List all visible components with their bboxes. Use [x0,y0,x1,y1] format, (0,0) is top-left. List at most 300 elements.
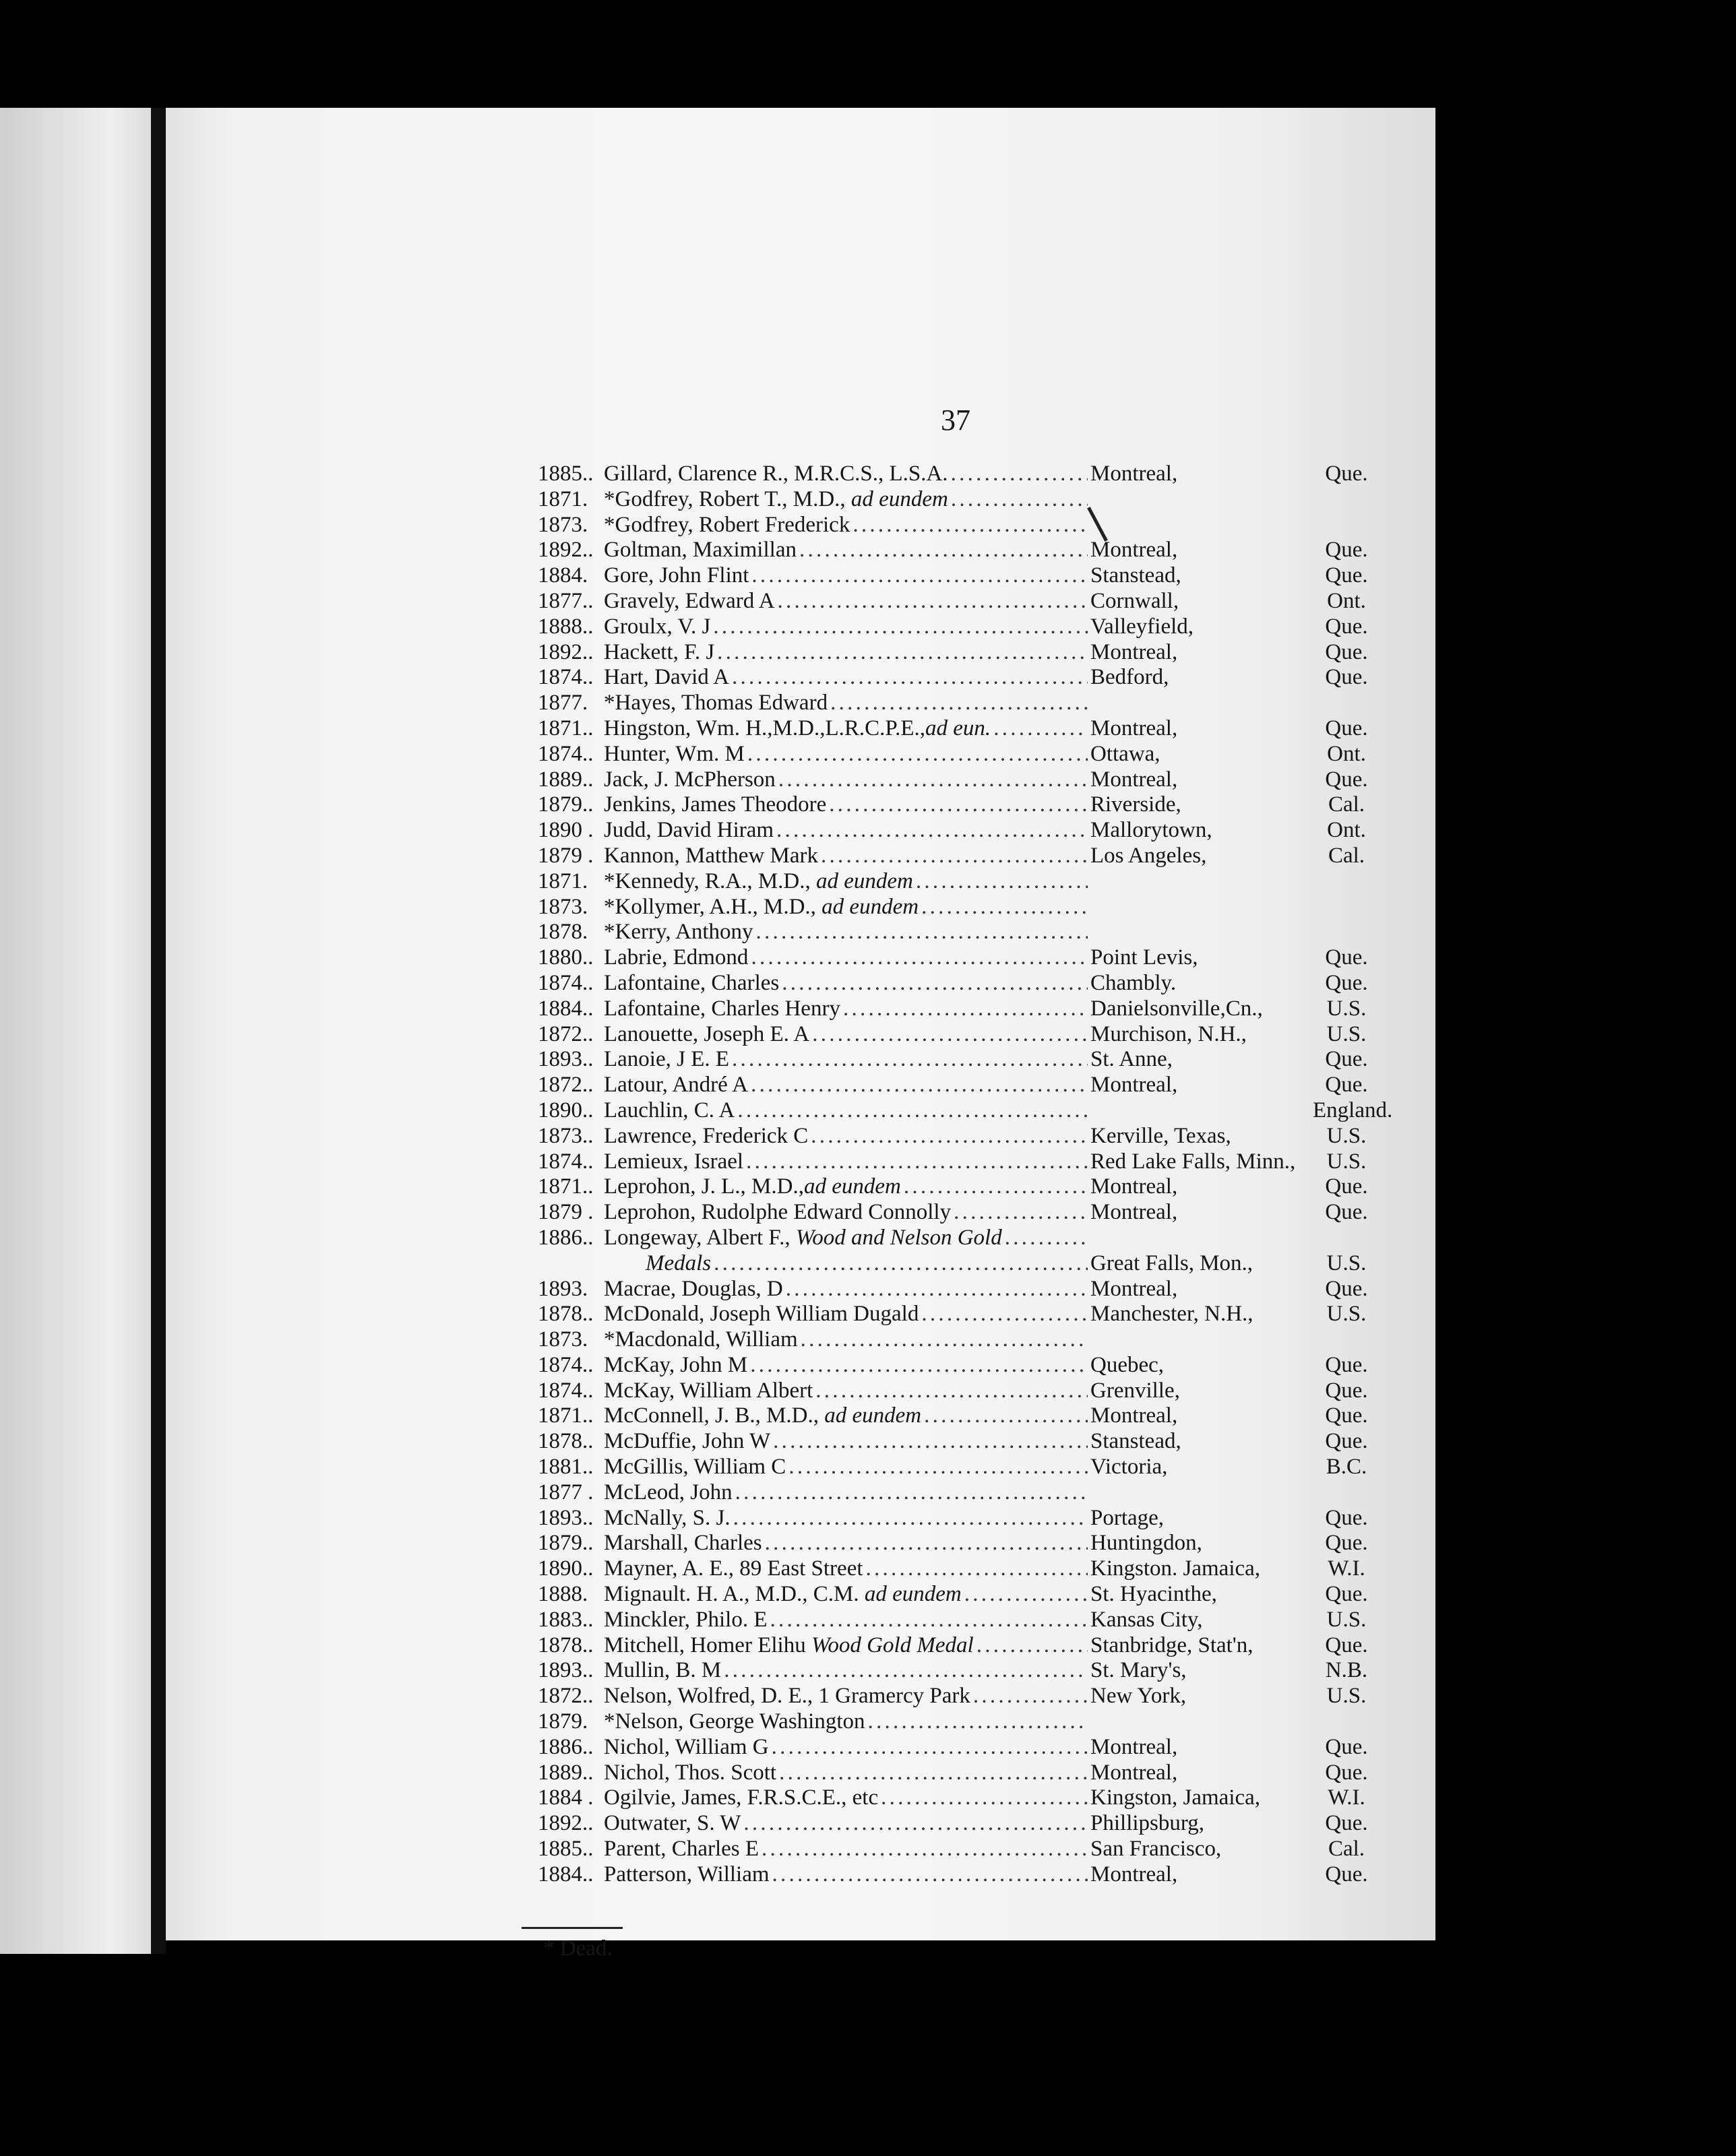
entry-name [646,1251,711,1277]
dot-leader [776,818,1088,844]
entry-region: Que. [1325,945,1368,970]
entry-name: Hingston, Wm. H.,M.D.,L.R.C.P.E.,ad eun. [604,716,991,740]
entry-place: Quebec, [1090,1352,1165,1377]
entry-region: Que. [1325,462,1368,486]
dot-leader [904,1174,1088,1200]
entry-year: 1892.. [538,1811,594,1836]
entry-name: *Macdonald, William [604,1327,798,1352]
entry-region: Que. [1325,1429,1368,1454]
dot-leader [821,844,1088,869]
dot-leader [772,1862,1088,1888]
entry-region: U.S. [1326,1149,1367,1174]
entry-name: Leprohon, J. L., M.D.,ad eundem [604,1174,901,1199]
entry-year: 1885.. [538,1837,594,1862]
entry-region: Cal. [1328,792,1365,817]
entry-name: *Hayes, Thomas Edward [604,691,828,716]
dot-leader [866,1556,1088,1582]
dot-leader [746,1149,1088,1175]
entry-region: Que. [1325,665,1368,690]
entry-year: 1886.. [538,1734,594,1759]
entry-name: Ogilvie, James, F.R.S.C.E., etc [604,1785,879,1810]
entry-place: Point Levis, [1090,945,1198,970]
entry-name: Lemieux, Israel [604,1149,744,1174]
list-item [538,538,1380,563]
list-item [538,1608,1380,1633]
dot-leader [868,1709,1088,1735]
dot-leader [951,462,1088,487]
entry-year: 1879. [538,1709,588,1734]
dot-leader [954,1200,1088,1226]
entry-name: Hunter, Wm. M [604,741,745,766]
entry-year: 1889.. [538,767,594,792]
entry-name: Judd, David Hiram [604,818,774,843]
entry-name: *Kollymer, A.H., M.D., ad eundem [604,894,919,919]
entry-place: Stanstead, [1090,563,1181,588]
list-item [538,1709,1380,1735]
entry-region: Que. [1325,1378,1368,1403]
list-item [538,716,1380,742]
list-item [538,665,1380,691]
entry-year: 1890 . [538,818,594,843]
dot-leader [916,869,1088,895]
entry-year: 1885.. [538,462,594,486]
dot-leader [756,920,1088,945]
dot-leader [751,945,1088,971]
entry-place: Montreal, [1090,1073,1178,1098]
entry-place: Chambly. [1090,970,1177,995]
entry-region: B.C. [1326,1455,1367,1480]
list-item [538,1022,1380,1048]
entry-name: McKay, John M [604,1352,748,1377]
entry-place: Montreal, [1090,767,1178,792]
page-number: 37 [941,404,970,437]
entry-region: Ont. [1327,818,1366,843]
entry-name: Outwater, S. W [604,1811,741,1836]
entry-region: Que. [1325,563,1368,588]
entry-name: Parent, Charles E [604,1837,760,1862]
dot-leader [993,716,1088,742]
entry-place: Portage, [1090,1505,1165,1530]
entry-place: Manchester, N.H., [1090,1302,1253,1327]
list-item [538,767,1380,793]
entry-name: Lanoie, J E. E [604,1047,730,1072]
entry-name: Leprohon, Rudolphe Edward Connolly [604,1200,952,1225]
list-item [538,1862,1380,1888]
entry-region: N.B. [1325,1658,1368,1683]
entry-year: 1884. [538,563,588,588]
entry-region: Que. [1325,1734,1368,1759]
entry-place: Kerville, Texas, [1090,1123,1231,1148]
entry-year: 1879.. [538,792,594,817]
entry-region: Cal. [1328,1837,1365,1862]
list-item [538,1251,1380,1277]
entry-name: *Nelson, George Washington [604,1709,865,1734]
list-item [538,895,1380,920]
entry-place: Montreal, [1090,1174,1178,1199]
entry-region: W.I. [1328,1556,1365,1581]
entry-year: 1890.. [538,1098,594,1122]
entry-year: 1871.. [538,1174,594,1199]
entry-region: U.S. [1326,1021,1367,1046]
entry-year: 1873.. [538,1123,594,1148]
dot-leader [812,1022,1088,1048]
entry-place: St. Mary's, [1090,1658,1187,1683]
list-item [538,1455,1380,1480]
entry-name: Marshall, Charles [604,1531,762,1556]
dot-leader [747,742,1088,767]
entry-place: Kingston. Jamaica, [1090,1556,1261,1581]
dot-leader [921,895,1088,920]
footnote-rule [522,1927,623,1929]
list-item [538,1684,1380,1709]
dot-leader [815,1378,1088,1404]
entry-place: Montreal, [1090,1403,1178,1428]
entry-name: Lauchlin, C. A [604,1098,735,1122]
dot-leader [778,767,1088,793]
entry-year: 1874.. [538,741,594,766]
entry-name-italic: Medals [646,1250,712,1275]
entry-place: Valleyfield, [1090,614,1194,639]
list-item [538,792,1380,818]
entry-name: Lawrence, Frederick C [604,1123,809,1148]
entry-year: 1884 . [538,1785,594,1810]
entry-region: U.S. [1326,1123,1367,1148]
entry-name: Latour, André A [604,1073,749,1098]
entry-year: 1877 . [538,1480,594,1504]
entry-place: San Francisco, [1090,1837,1222,1862]
entry-name: Lafontaine, Charles [604,970,780,995]
entry-name: McGillis, William C [604,1455,786,1480]
entry-region: Que. [1325,538,1368,563]
entry-region: Que. [1325,1632,1368,1657]
entry-year: 1886.. [538,1225,594,1250]
dot-leader [713,614,1088,640]
dot-leader [724,1658,1088,1684]
list-item [538,1658,1380,1684]
entry-region: W.I. [1328,1785,1365,1810]
entry-place: Stanstead, [1090,1429,1181,1454]
entry-region: Ont. [1327,741,1366,766]
dot-leader [964,1582,1088,1608]
list-item [538,1098,1393,1124]
entry-name: Patterson, William [604,1862,770,1886]
entry-name: *Kerry, Anthony [604,920,753,945]
entry-name: Kannon, Matthew Mark [604,843,819,868]
dot-leader [921,1302,1088,1327]
entry-region: Que. [1325,716,1368,740]
list-item [538,1124,1380,1149]
entry-name: Labrie, Edmond [604,945,749,970]
dot-leader [735,1480,1088,1506]
dot-leader [737,1098,1088,1124]
list-item [538,513,1380,538]
entry-place: Montreal, [1090,1760,1178,1785]
entry-place: Danielsonville,Cn., [1090,996,1263,1021]
entry-name: Hart, David A [604,665,730,690]
entry-region: U.S. [1326,1302,1367,1327]
entry-name: McDonald, Joseph William Dugald [604,1302,919,1327]
entry-year: 1883.. [538,1607,594,1632]
entry-year: 1879 . [538,843,594,868]
entry-name: *Godfrey, Robert T., M.D., ad eundem [604,486,948,511]
dot-leader [829,792,1088,818]
entry-region: Que. [1325,1403,1368,1428]
list-item [538,1506,1380,1531]
entry-name: McConnell, J. B., M.D., ad eundem [604,1403,922,1428]
dot-leader [801,1327,1088,1353]
entry-place: Phillipsburg, [1090,1811,1205,1836]
dot-leader [778,589,1088,614]
dot-leader [924,1403,1088,1429]
entry-name: Longeway, Albert F., Wood and Nelson Gold [604,1225,1002,1250]
entry-region: Que. [1325,614,1368,639]
entry-name: Gravely, Edward A [604,588,775,613]
list-item [538,1277,1380,1302]
entry-name-italic: ad eundem [816,868,913,893]
dot-leader [782,971,1088,996]
entry-year: 1871. [538,486,588,511]
entry-region: U.S. [1326,1250,1367,1275]
entry-year: 1872.. [538,1684,594,1709]
list-item [538,920,1380,945]
list-item [538,462,1380,487]
entry-region: Que. [1325,1276,1368,1301]
entry-name: Hackett, F. J [604,639,715,664]
entry-region: Que. [1325,970,1368,995]
list-item [538,1556,1380,1582]
entry-place: Montreal, [1090,639,1178,664]
list-item [538,1480,1380,1506]
list-item [538,1378,1380,1404]
entry-place: Montreal, [1090,462,1178,486]
entry-year: 1888. [538,1582,588,1607]
entry-year: 1892.. [538,639,594,664]
dot-leader [772,1735,1088,1761]
entry-region: Que. [1325,767,1368,792]
entry-name: *Godfrey, Robert Frederick [604,512,850,537]
entry-name-italic: Wood Gold Medal [811,1632,974,1657]
list-item [538,971,1380,996]
entry-year: 1881.. [538,1455,594,1480]
list-item [538,1735,1380,1761]
entry-name: Lanouette, Joseph E. A [604,1021,810,1046]
entry-region: Que. [1325,1174,1368,1199]
entry-place: Montreal, [1090,538,1178,563]
list-item [538,691,1380,716]
entry-place: St. Anne, [1090,1047,1173,1072]
entry-place: Kingston, Jamaica, [1090,1785,1261,1810]
entry-year: 1873. [538,512,588,537]
entry-year: 1893. [538,1276,588,1301]
dot-leader [786,1277,1088,1302]
entry-year: 1880.. [538,945,594,970]
entry-place: Stanbridge, Stat'n, [1090,1632,1253,1657]
dot-leader [733,1506,1088,1531]
entry-place: Victoria, [1090,1455,1168,1480]
list-item [538,1429,1380,1455]
entry-name: Goltman, Maximillan [604,538,797,563]
entry-name: Mayner, A. E., 89 East Street [604,1556,863,1581]
entry-name: Gore, John Flint [604,563,749,588]
entry-name: Nichol, William G [604,1734,769,1759]
entry-year: 1878.. [538,1632,594,1657]
dot-leader [976,1633,1088,1659]
list-item [538,1327,1380,1353]
list-item [538,945,1380,971]
entry-year: 1893.. [538,1658,594,1683]
dot-leader [773,1429,1088,1455]
list-item [538,1633,1380,1659]
entry-place: Montreal, [1090,1200,1178,1225]
entry-name: McDuffie, John W [604,1429,771,1454]
entry-name-italic: ad eundem [822,894,919,919]
dot-leader [799,538,1088,563]
entry-year: 1872.. [538,1073,594,1098]
entry-year: 1874.. [538,1149,594,1174]
entry-name: McNally, S. J. [604,1505,731,1530]
dot-leader [714,1251,1088,1277]
dot-leader [852,513,1088,538]
graduate-list [538,462,1393,1888]
entry-place: Montreal, [1090,1862,1178,1886]
entry-year: 1889.. [538,1760,594,1785]
list-item [538,1200,1380,1226]
dot-leader [750,1353,1088,1378]
list-item [538,1149,1380,1175]
entry-place: Mallorytown, [1090,818,1212,843]
entry-year: 1888.. [538,614,594,639]
entry-place: Los Angeles, [1090,843,1207,868]
dot-leader [751,563,1088,589]
entry-place: Huntingdon, [1090,1531,1202,1556]
dot-leader [779,1761,1088,1786]
entry-year: 1877.. [538,588,594,613]
list-item [538,742,1380,767]
list-item [538,487,1380,513]
dot-leader [732,665,1088,691]
entry-region: Que. [1325,1352,1368,1377]
entry-name: Gillard, Clarence R., M.R.C.S., L.S.A. [604,462,948,486]
entry-region: Que. [1325,1760,1368,1785]
entry-place: Montreal, [1090,1276,1178,1301]
list-item [538,1837,1380,1862]
entry-place: Bedford, [1090,665,1169,690]
entry-region: U.S. [1326,996,1367,1021]
entry-region: Que. [1325,1582,1368,1607]
dot-leader [951,487,1088,513]
entry-name: Nichol, Thos. Scott [604,1760,777,1785]
entry-place: St. Hyacinthe, [1090,1582,1217,1607]
list-item [538,996,1380,1022]
entry-name: Jenkins, James Theodore [604,792,827,817]
entry-region: England. [1313,1098,1393,1122]
entry-region: U.S. [1326,1607,1367,1632]
list-item [538,1047,1380,1073]
list-item [538,818,1380,844]
list-item [538,1811,1380,1837]
dot-leader [762,1837,1088,1862]
entry-year: 1893.. [538,1047,594,1072]
entry-year: 1879 . [538,1200,594,1225]
list-item [538,844,1380,869]
entry-name-italic: ad eundem [824,1403,922,1428]
entry-name: Mignault. H. A., M.D., C.M. ad eundem [604,1582,962,1607]
book-page [166,108,1435,1961]
dot-leader [973,1684,1088,1709]
entry-year: 1878.. [538,1302,594,1327]
entry-name: McLeod, John [604,1480,733,1504]
entry-region: Que. [1325,1200,1368,1225]
entry-place: Cornwall, [1090,588,1179,613]
entry-region: Ont. [1327,588,1366,613]
dot-leader [770,1608,1088,1633]
entry-place: Montreal, [1090,1734,1178,1759]
dot-leader [1005,1226,1088,1251]
book-spine [151,108,166,1954]
entry-year: 1878.. [538,1429,594,1454]
list-item [538,1226,1380,1251]
dot-leader [765,1531,1088,1556]
entry-name: Minckler, Philo. E [604,1607,768,1632]
entry-region: Que. [1325,1047,1368,1072]
list-item [538,1582,1380,1608]
entry-year: 1884.. [538,996,594,1021]
entry-name-italic: ad eundem [864,1582,962,1607]
dot-leader [881,1785,1088,1811]
entry-name: Mullin, B. M [604,1658,722,1683]
entry-year: 1872.. [538,1021,594,1046]
list-item [538,563,1380,589]
footnote: * Dead. [543,1936,613,1961]
list-item [538,589,1380,614]
entry-name: Macrae, Douglas, D [604,1276,783,1301]
entry-year: 1874.. [538,970,594,995]
list-item [538,1785,1380,1811]
entry-year: 1892.. [538,538,594,563]
dot-leader [743,1811,1088,1837]
list-item [538,640,1380,666]
entry-name: Nelson, Wolfred, D. E., 1 Gramercy Park [604,1684,970,1709]
entry-place: Kansas City, [1090,1607,1203,1632]
list-item [538,1302,1380,1327]
list-item [538,1174,1380,1200]
entry-year: 1878. [538,920,588,945]
dot-leader [843,996,1088,1022]
entry-name-italic: Wood and Nelson Gold [795,1225,1002,1250]
entry-year: 1877. [538,691,588,716]
dot-leader [751,1073,1088,1098]
entry-year: 1890.. [538,1556,594,1581]
entry-region: U.S. [1326,1684,1367,1709]
list-item [538,1531,1380,1556]
entry-name-italic: ad eundem [850,486,948,511]
list-item [538,1761,1380,1786]
entry-year: 1884.. [538,1862,594,1886]
entry-name: Jack, J. McPherson [604,767,776,792]
entry-region: Que. [1325,1073,1368,1098]
dot-leader [717,640,1088,666]
dot-leader [788,1455,1088,1480]
entry-place: New York, [1090,1684,1187,1709]
entry-year: 1871.. [538,716,594,740]
list-item [538,1403,1380,1429]
entry-name: Mitchell, Homer Elihu Wood Gold Medal [604,1632,974,1657]
entry-region: Que. [1325,1505,1368,1530]
entry-name-italic: ad eun. [925,716,991,740]
left-page-edge [0,108,160,1954]
entry-place: Grenville, [1090,1378,1180,1403]
entry-place: Red Lake Falls, Minn., [1090,1149,1296,1174]
